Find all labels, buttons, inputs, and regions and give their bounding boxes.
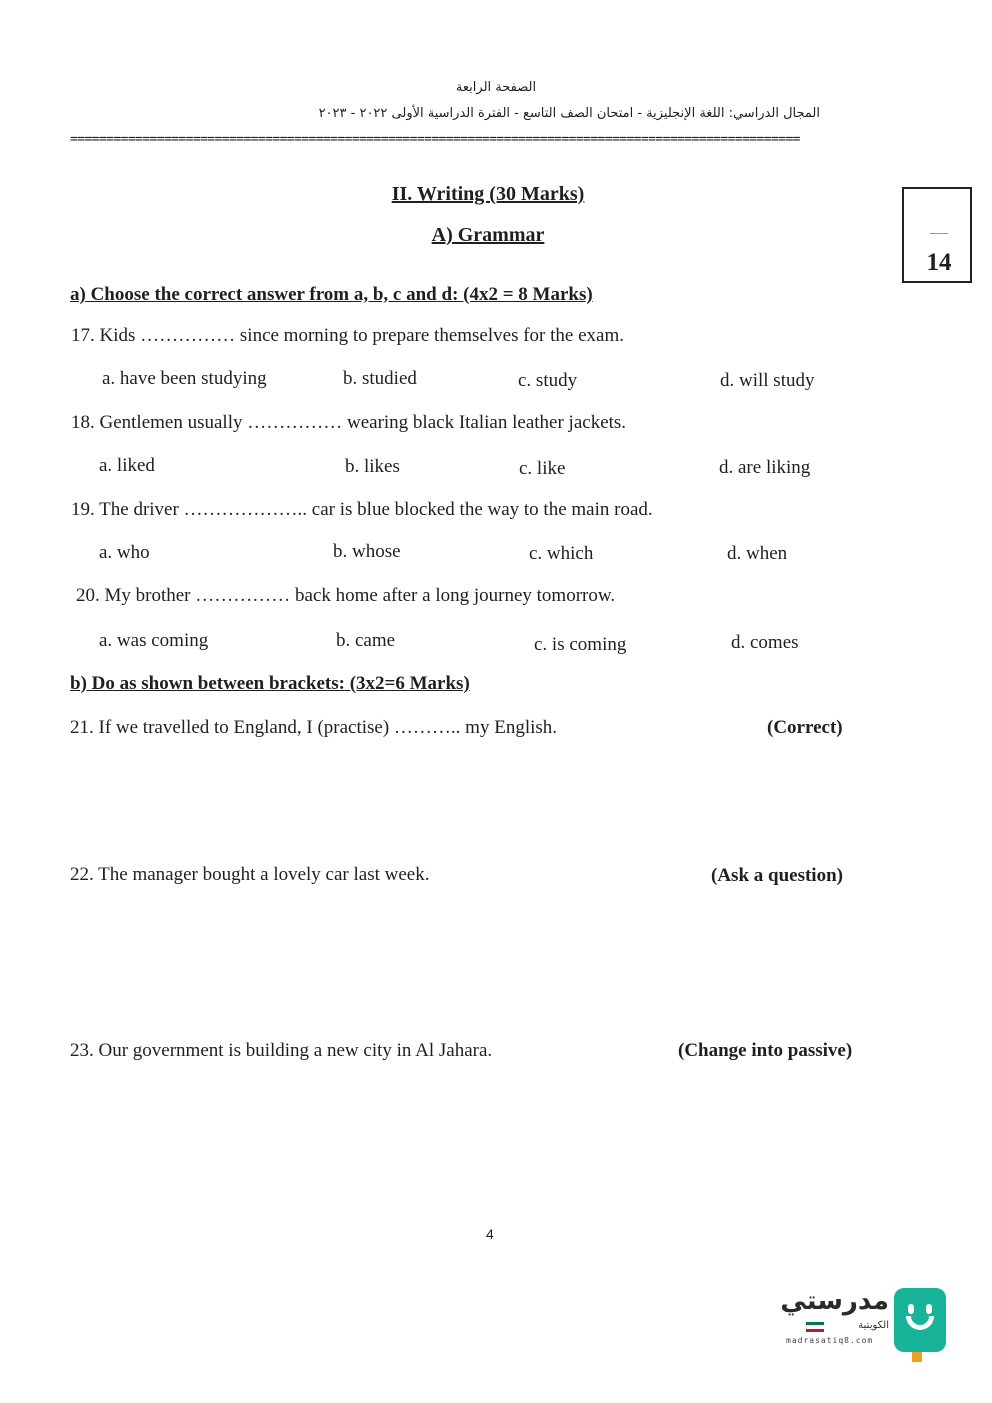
q18-option-a: a. liked [99, 455, 155, 476]
q20-option-a: a. was coming [99, 630, 209, 651]
logo-subtitle: الكويتية [858, 1320, 889, 1331]
score-divider [930, 233, 948, 234]
question-17: 17. Kids …………… since morning to prepare themselves for the exam. [71, 325, 624, 346]
q23-instruction: (Change into passive) [678, 1040, 853, 1061]
q18-option-d: d. are liking [719, 457, 811, 478]
q19-option-b: b. whose [333, 541, 401, 562]
q17-option-c: c. study [518, 370, 578, 391]
q20-option-d: d. comes [731, 632, 799, 653]
q21-instruction: (Correct) [767, 717, 843, 738]
question-23: 23. Our government is building a new city in Al Jahara. [70, 1040, 493, 1061]
section-subtitle: A) Grammar [431, 224, 545, 246]
q18-option-b: b. likes [345, 456, 400, 477]
page-label: الصفحة الرابعة [455, 80, 537, 95]
q17-option-a: a. have been studying [102, 368, 267, 389]
logo-name: مدرستي [780, 1286, 889, 1316]
logo-face-icon [894, 1288, 946, 1352]
score-value: 14 [926, 249, 952, 276]
question-18: 18. Gentlemen usually …………… wearing black Italian leather jackets. [71, 412, 627, 433]
q19-option-d: d. when [727, 543, 788, 564]
q18-option-c: c. like [519, 458, 566, 479]
madrasati-logo [780, 1284, 951, 1364]
kuwait-flag-icon [806, 1322, 824, 1332]
score-box [902, 187, 972, 283]
question-19: 19. The driver ……………….. car is blue blocked the way to the main road. [71, 499, 653, 520]
part-b-heading: b) Do as shown between brackets: (3x2=6 Marks) [70, 673, 470, 694]
q17-option-d: d. will study [720, 370, 815, 391]
q20-option-b: b. came [336, 630, 396, 651]
header-separator: ===================================================================================================== [70, 132, 800, 147]
logo-url: madrasatiq8.com [786, 1336, 874, 1345]
subject-line: المجال الدراسي: اللغة الإنجليزية - امتحان الصف التاسع - الفترة الدراسية الأولى ٢٠٢٢ - ٢٠٢٣ [318, 106, 820, 121]
q22-instruction: (Ask a question) [711, 865, 843, 886]
q17-option-b: b. studied [343, 368, 417, 389]
part-a-heading: a) Choose the correct answer from a, b, c and d: (4x2 = 8 Marks) [70, 284, 593, 305]
question-21: 21. If we travelled to England, I (practise) ……….. my English. [70, 717, 558, 738]
q19-option-c: c. which [529, 543, 594, 564]
question-20: 20. My brother …………… back home after a long journey tomorrow. [76, 585, 616, 606]
q19-option-a: a. who [99, 542, 150, 563]
section-title: II. Writing (30 Marks) [391, 183, 585, 205]
q20-option-c: c. is coming [534, 634, 627, 655]
question-22: 22. The manager bought a lovely car last week. [70, 864, 430, 885]
page-number: 4 [486, 1226, 494, 1242]
